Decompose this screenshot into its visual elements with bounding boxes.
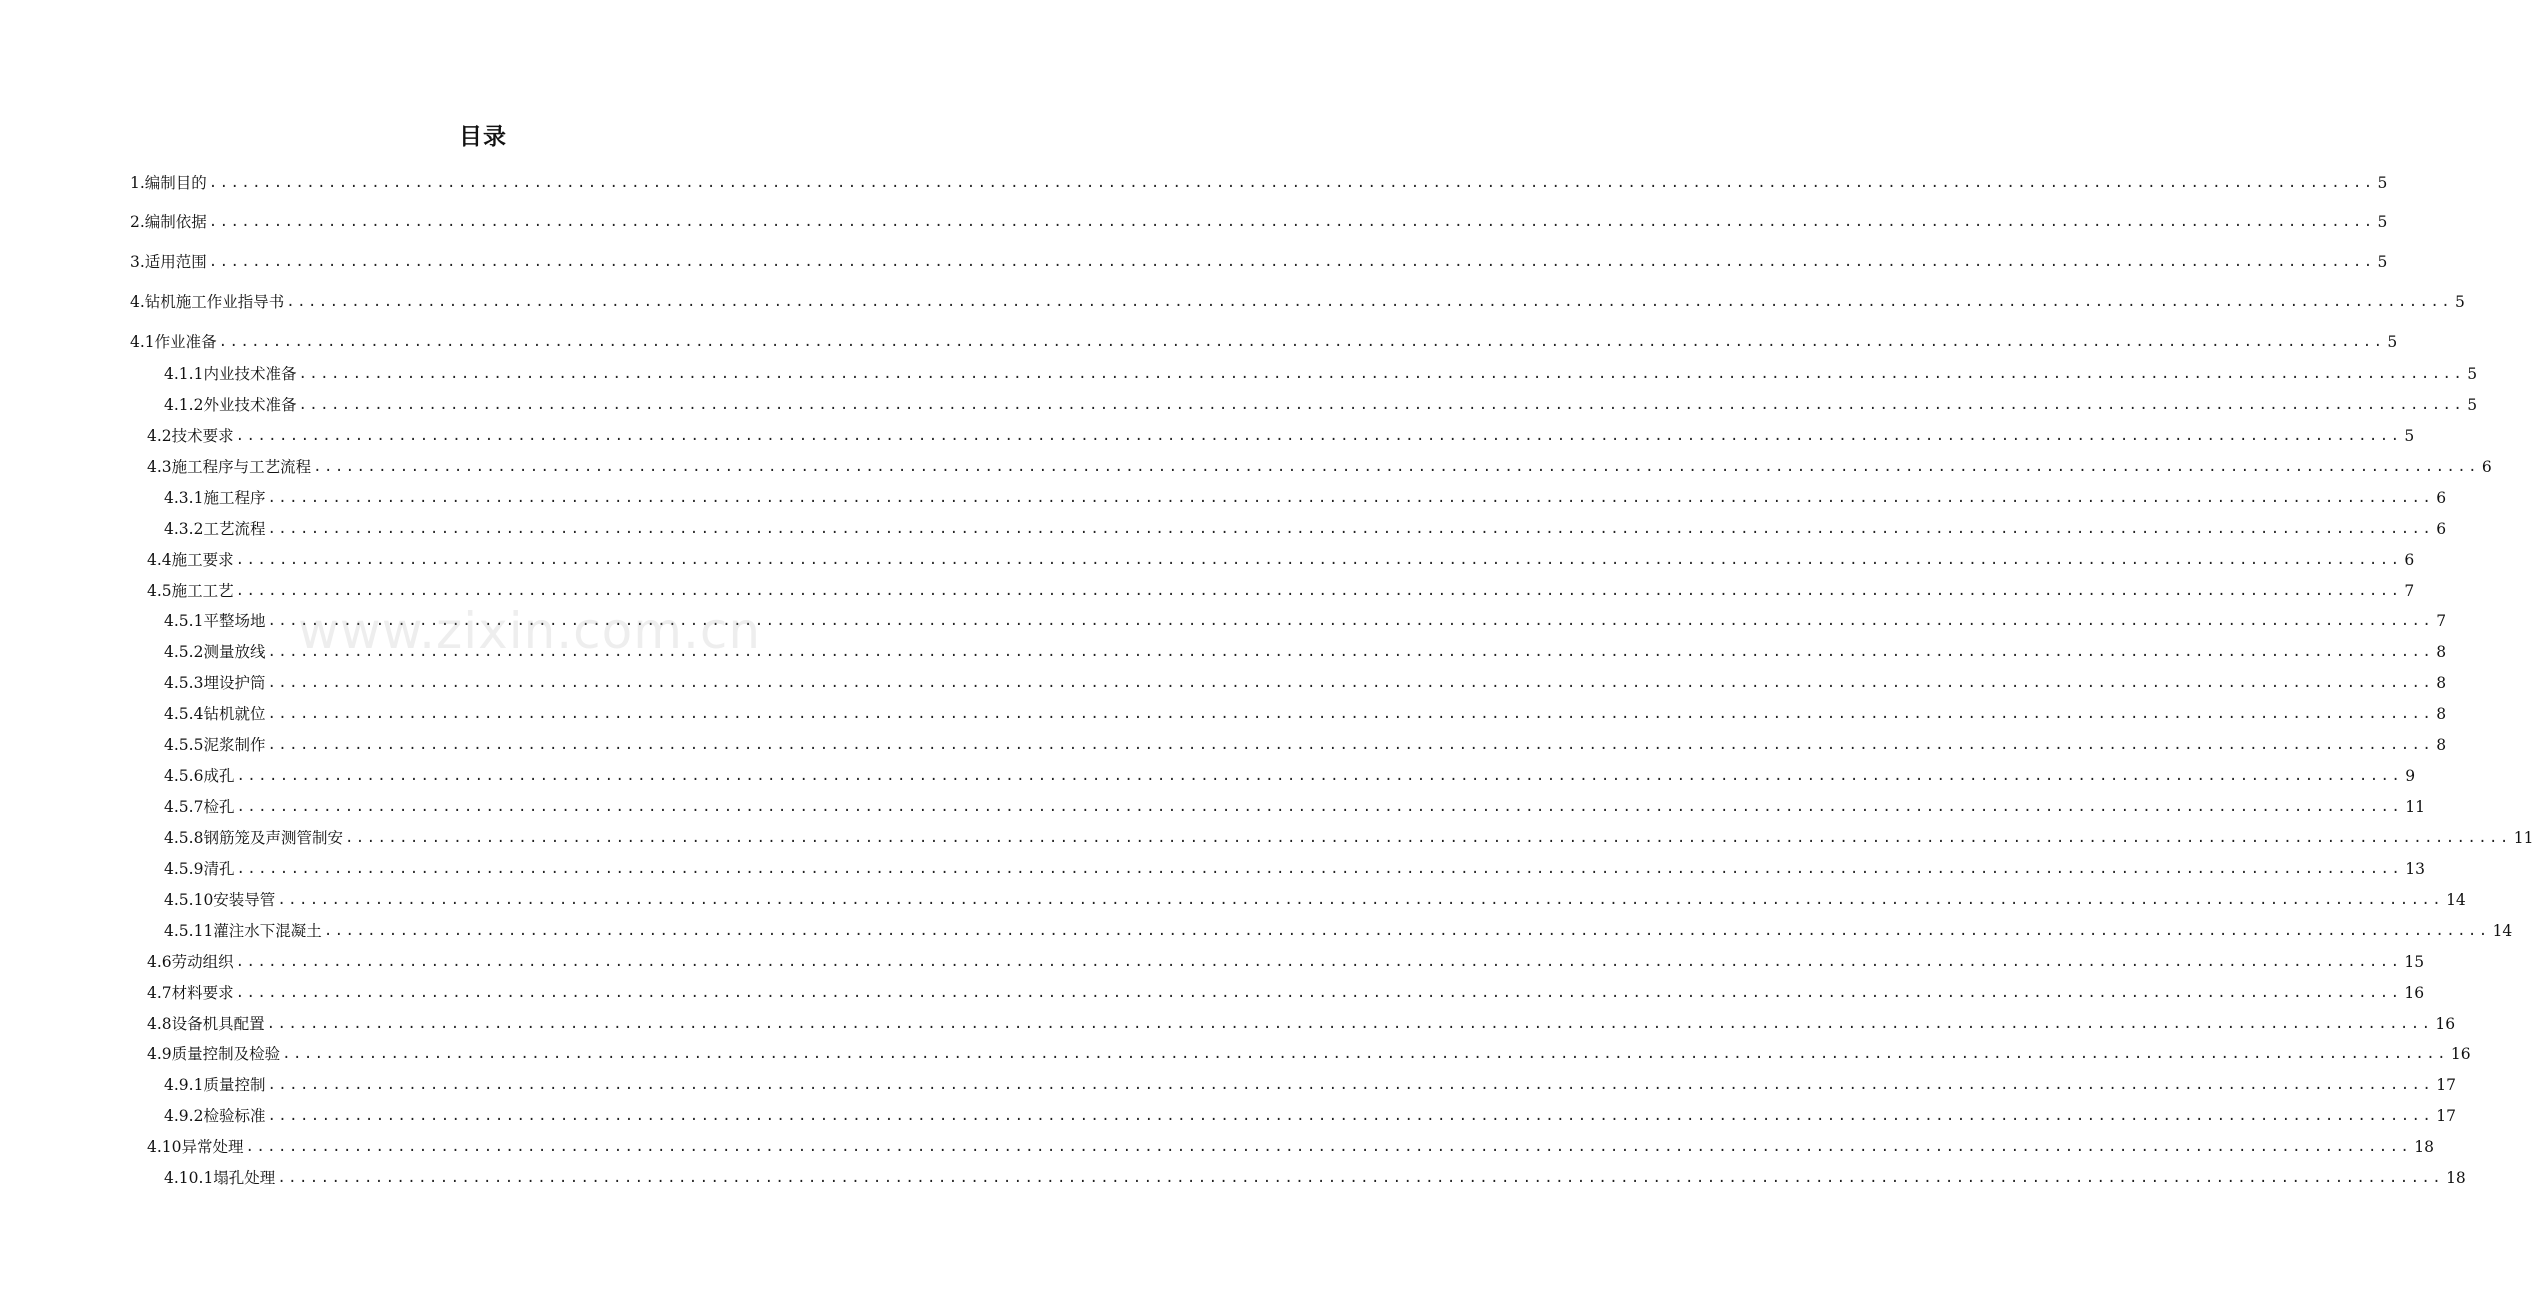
- toc-entry-label: 4.5.4钻机就位: [164, 705, 266, 723]
- toc-entry-page-number: 8: [2436, 643, 2447, 661]
- toc-entry[interactable]: [164, 1071, 2456, 1095]
- toc-entry-label: 4.5.5泥浆制作: [164, 736, 266, 754]
- toc-dot-leader: ........................................................................................................................................................................................................: [218, 334, 2385, 350]
- toc-entry-page-number: 5: [2455, 293, 2465, 311]
- toc-entry-label: 4.6劳动组织: [147, 953, 234, 971]
- toc-entry[interactable]: [147, 546, 2415, 570]
- toc-entry-label: 4.3.2工艺流程: [164, 520, 266, 538]
- toc-entry-page-number: 6: [2436, 489, 2447, 507]
- toc-entry-label: 4.3.1施工程序: [164, 489, 266, 507]
- toc-entry-page-number: 14: [2492, 922, 2513, 940]
- toc-dot-leader: ........................................................................................................................................................................................................: [208, 175, 2375, 191]
- toc-entry-label: 3.适用范围: [130, 253, 207, 271]
- toc-title: 目录: [459, 124, 507, 150]
- toc-entry-label: 4.1.1内业技术准备: [164, 365, 297, 383]
- toc-entry-page-number: 16: [2404, 984, 2425, 1002]
- toc-entry[interactable]: [164, 762, 2416, 786]
- toc-entry[interactable]: [164, 638, 2447, 662]
- toc-dot-leader: ........................................................................................................................................................................................................: [267, 1108, 2434, 1124]
- toc-entry[interactable]: [164, 515, 2447, 539]
- toc-entry-page-number: 11: [2513, 829, 2533, 847]
- toc-entry-label: 4.5.9清孔: [164, 860, 235, 878]
- toc-entry-page-number: 5: [2377, 174, 2388, 192]
- toc-entry[interactable]: [164, 360, 2478, 384]
- toc-entry-page-number: 5: [2387, 333, 2398, 351]
- toc-entry-label: 4.5.6成孔: [164, 767, 235, 785]
- watermark: www.zixin.com.cn: [298, 602, 762, 660]
- toc-entry[interactable]: [147, 1133, 2434, 1157]
- toc-entry[interactable]: [147, 979, 2425, 1003]
- toc-entry-page-number: 17: [2436, 1076, 2456, 1094]
- toc-entry-page-number: 8: [2436, 705, 2447, 723]
- toc-entry-label: 4.9.1质量控制: [164, 1076, 266, 1094]
- toc-entry-page-number: 8: [2436, 736, 2447, 754]
- toc-entry-page-number: 5: [2377, 213, 2388, 231]
- toc-entry-label: 4.1作业准备: [130, 333, 217, 351]
- toc-dot-leader: ........................................................................................................................................................................................................: [298, 397, 2465, 413]
- toc-entry-label: 4.3施工程序与工艺流程: [147, 458, 312, 476]
- toc-entry[interactable]: [147, 422, 2415, 446]
- toc-dot-leader: ........................................................................................................................................................................................................: [235, 954, 2402, 970]
- toc-entry-label: 4.5.11灌注水下混凝土: [164, 922, 322, 940]
- toc-dot-leader: ........................................................................................................................................................................................................: [245, 1139, 2412, 1155]
- toc-entry-label: 4.5施工工艺: [147, 582, 234, 600]
- toc-entry-page-number: 18: [2414, 1138, 2434, 1156]
- toc-entry-label: 4.5.3埋设护筒: [164, 674, 266, 692]
- toc-entry-page-number: 9: [2405, 767, 2416, 785]
- toc-entry[interactable]: [164, 669, 2447, 693]
- toc-entry-page-number: 18: [2446, 1169, 2466, 1187]
- toc-entry[interactable]: [164, 793, 2425, 817]
- toc-entry-page-number: 16: [2450, 1045, 2471, 1063]
- toc-entry[interactable]: [164, 824, 2533, 848]
- toc-dot-leader: ........................................................................................................................................................................................................: [267, 644, 2434, 660]
- toc-entry-label: 4.9质量控制及检验: [147, 1045, 281, 1063]
- toc-entry-label: 4.10异常处理: [147, 1138, 244, 1156]
- toc-entry-label: 4.5.1平整场地: [164, 612, 266, 630]
- toc-entry-page-number: 17: [2436, 1107, 2456, 1125]
- toc-entry-label: 4.5.10安装导管: [164, 891, 276, 909]
- toc-entry[interactable]: [147, 1040, 2471, 1064]
- toc-entry-page-number: 6: [2404, 551, 2415, 569]
- toc-entry[interactable]: [164, 855, 2425, 879]
- toc-dot-leader: ........................................................................................................................................................................................................: [235, 583, 2402, 599]
- toc-entry[interactable]: [147, 948, 2425, 972]
- toc-entry[interactable]: [130, 208, 2388, 232]
- toc-entry[interactable]: [130, 288, 2465, 312]
- toc-entry-label: 4.5.2测量放线: [164, 643, 266, 661]
- toc-entry-page-number: 11: [2405, 798, 2425, 816]
- toc-dot-leader: ........................................................................................................................................................................................................: [235, 552, 2402, 568]
- toc-entry[interactable]: [130, 169, 2388, 193]
- toc-entry-page-number: 5: [2377, 253, 2388, 271]
- toc-dot-leader: ........................................................................................................................................................................................................: [267, 613, 2434, 629]
- toc-dot-leader: ........................................................................................................................................................................................................: [235, 985, 2402, 1001]
- toc-entry-label: 4.5.8钢筋笼及声测管制安: [164, 829, 343, 847]
- toc-entry-page-number: 5: [2467, 396, 2478, 414]
- toc-dot-leader: ........................................................................................................................................................................................................: [236, 799, 2403, 815]
- toc-entry-page-number: 6: [2436, 520, 2447, 538]
- toc-dot-leader: ........................................................................................................................................................................................................: [313, 459, 2479, 475]
- toc-dot-leader: ........................................................................................................................................................................................................: [267, 521, 2434, 537]
- toc-entry-page-number: 8: [2436, 674, 2447, 692]
- toc-dot-leader: ........................................................................................................................................................................................................: [236, 861, 2403, 877]
- toc-dot-leader: ........................................................................................................................................................................................................: [286, 294, 2453, 310]
- toc-entry-label: 4.7材料要求: [147, 984, 234, 1002]
- toc-entry-label: 4.2技术要求: [147, 427, 234, 445]
- toc-dot-leader: ........................................................................................................................................................................................................: [267, 706, 2434, 722]
- toc-dot-leader: ........................................................................................................................................................................................................: [235, 428, 2402, 444]
- toc-entry[interactable]: [164, 886, 2466, 910]
- toc-entry[interactable]: [164, 917, 2513, 941]
- toc-dot-leader: ........................................................................................................................................................................................................: [266, 1016, 2433, 1032]
- toc-entry[interactable]: [164, 1102, 2456, 1126]
- toc-entry-page-number: 13: [2405, 860, 2425, 878]
- toc-entry[interactable]: [164, 484, 2447, 508]
- toc-entry-label: 4.4施工要求: [147, 551, 234, 569]
- toc-entry-page-number: 6: [2481, 458, 2492, 476]
- toc-entry-page-number: 7: [2404, 582, 2415, 600]
- toc-dot-leader: ........................................................................................................................................................................................................: [282, 1046, 2448, 1062]
- toc-entry-label: 4.9.2检验标准: [164, 1107, 266, 1125]
- toc-entry[interactable]: [164, 391, 2478, 415]
- toc-entry-page-number: 16: [2435, 1015, 2456, 1033]
- toc-dot-leader: ........................................................................................................................................................................................................: [344, 830, 2511, 846]
- toc-entry[interactable]: [147, 577, 2415, 601]
- toc-entry[interactable]: [147, 453, 2492, 477]
- toc-entry-page-number: 14: [2446, 891, 2466, 909]
- toc-dot-leader: ........................................................................................................................................................................................................: [277, 892, 2444, 908]
- toc-entry-label: 1.编制目的: [130, 174, 207, 192]
- toc-entry-page-number: 5: [2404, 427, 2415, 445]
- toc-dot-leader: ........................................................................................................................................................................................................: [208, 214, 2375, 230]
- toc-entry[interactable]: [130, 248, 2388, 272]
- toc-entry[interactable]: [147, 1010, 2456, 1034]
- toc-dot-leader: ........................................................................................................................................................................................................: [267, 737, 2434, 753]
- toc-entry-label: 4.10.1塌孔处理: [164, 1169, 276, 1187]
- toc-entry-page-number: 7: [2436, 612, 2447, 630]
- toc-entry-label: 2.编制依据: [130, 213, 207, 231]
- toc-dot-leader: ........................................................................................................................................................................................................: [208, 254, 2375, 270]
- toc-entry-page-number: 15: [2404, 953, 2425, 971]
- toc-entry[interactable]: [164, 731, 2447, 755]
- toc-entry-page-number: 5: [2467, 365, 2478, 383]
- toc-entry[interactable]: [164, 700, 2447, 724]
- toc-dot-leader: ........................................................................................................................................................................................................: [267, 490, 2434, 506]
- toc-dot-leader: ........................................................................................................................................................................................................: [267, 675, 2434, 691]
- toc-entry-label: 4.钻机施工作业指导书: [130, 293, 285, 311]
- toc-dot-leader: ........................................................................................................................................................................................................: [236, 768, 2403, 784]
- toc-entry-label: 4.1.2外业技术准备: [164, 396, 297, 414]
- toc-dot-leader: ........................................................................................................................................................................................................: [277, 1170, 2444, 1186]
- toc-entry[interactable]: [130, 328, 2398, 352]
- toc-entry[interactable]: [164, 607, 2447, 631]
- toc-entry-label: 4.5.7检孔: [164, 798, 235, 816]
- toc-entry[interactable]: [164, 1164, 2466, 1188]
- toc-entry-label: 4.8设备机具配置: [147, 1015, 265, 1033]
- toc-dot-leader: ........................................................................................................................................................................................................: [267, 1077, 2434, 1093]
- toc-dot-leader: ........................................................................................................................................................................................................: [323, 923, 2490, 939]
- toc-dot-leader: ........................................................................................................................................................................................................: [298, 366, 2465, 382]
